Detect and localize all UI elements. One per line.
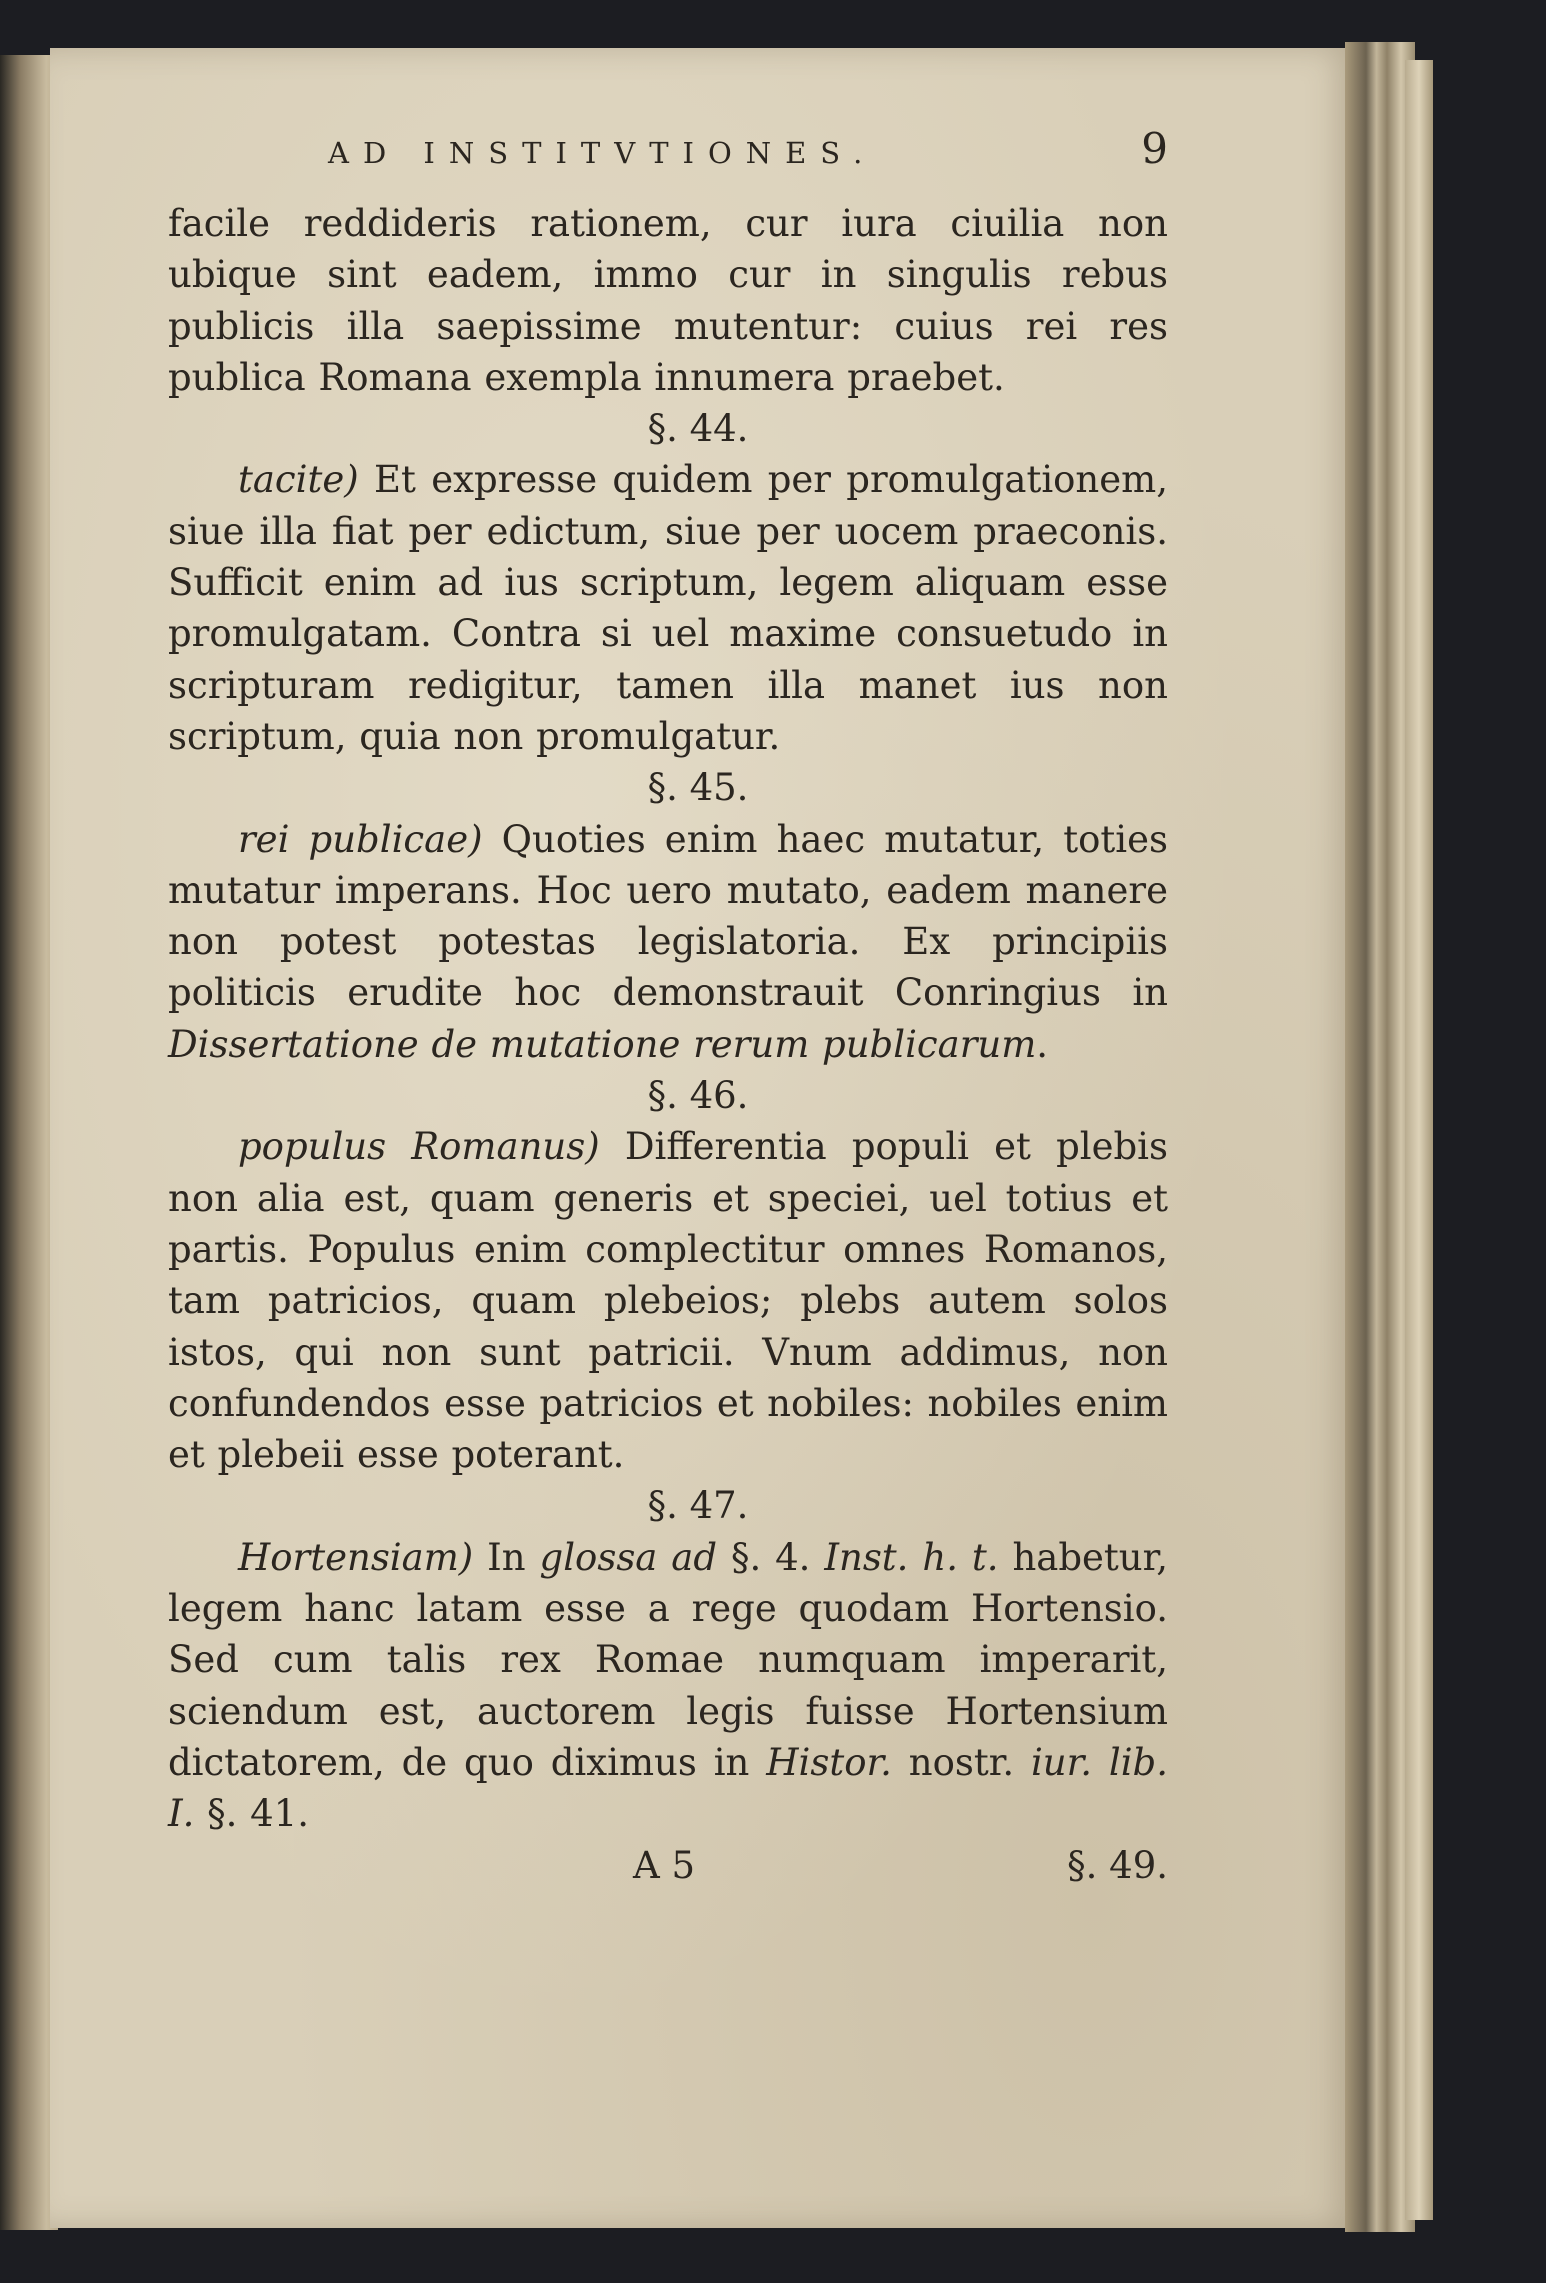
note-47-glossa: glossa ad bbox=[539, 1535, 718, 1579]
note-47-text-a: In bbox=[473, 1535, 540, 1579]
lemma-45: rei publicae) bbox=[238, 817, 483, 861]
section-number-46: §. 46. bbox=[647, 1074, 749, 1118]
note-44-text: Et expresse quidem per promulgationem, siue illa fiat per edictum, siue per uocem praeconis. Sufficit enim ad ius scriptum, legem aliquam esse promulgatam. Contra si uel maxime consuetudo in scripturam redigitur, tamen illa manet ius non scriptum, quia non promulgatur. bbox=[168, 458, 1168, 758]
intro-paragraph: facile reddideris rationem, cur iura ciuilia non ubique sint eadem, immo cur in singulis rebus publicis illa saepissime mutentur: cuius rei res publica Romana exempla innumera praebet. bbox=[168, 202, 1168, 399]
note-47-inst: Inst. h. t. bbox=[824, 1535, 999, 1579]
note-46 bbox=[168, 1121, 1168, 1480]
note-47 bbox=[168, 1532, 1168, 1840]
note-47-histor: Histor. bbox=[766, 1740, 892, 1784]
page-footer bbox=[168, 1840, 1168, 1892]
signature-mark: A 5 bbox=[633, 1843, 696, 1887]
note-45 bbox=[168, 814, 1168, 1070]
note-45-italic-title: Dissertatione de mutatione rerum publicarum bbox=[168, 1022, 1037, 1066]
section-number-44: §. 44. bbox=[647, 407, 749, 451]
note-46-text: Differentia populi et plebis non alia est, quam generis et speciei, uel totius et partis. Populus enim complectitur omnes Romanos, tam patricios, quam plebeios; plebs autem solos istos, qui non sunt patricii. Vnum addimus, non confundendos esse patricios et nobiles: nobiles enim et plebeii esse poterant. bbox=[168, 1125, 1168, 1477]
note-47-text-c: habetur, legem hanc latam esse a rege quodam Hortensio. Sed cum talis rex Romae numquam imperarit, sciendum est, auctorem legis fuisse Hortensium dictatorem, de quo diximus in bbox=[168, 1535, 1168, 1784]
section-number-47: §. 47. bbox=[647, 1484, 749, 1528]
note-45-text-a: Quoties enim haec mutatur, toties mutatur imperans. Hoc uero mutato, eadem manere non potest potestas legislatoria. Ex principiis politicis erudite hoc demonstrauit Conringius in bbox=[168, 817, 1168, 1015]
note-47-text-d: nostr. bbox=[891, 1740, 1031, 1784]
lemma-46: populus Romanus) bbox=[238, 1125, 600, 1169]
lemma-47: Hortensiam) bbox=[238, 1535, 474, 1579]
page-stack-edge-outer bbox=[1405, 60, 1433, 2220]
note-47-text-b: §. 4. bbox=[717, 1535, 825, 1579]
page-number: 9 bbox=[1141, 124, 1168, 173]
running-title: AD INSTITVTIONES. bbox=[328, 136, 877, 170]
note-47-iur: iur. lib. I. bbox=[168, 1740, 1168, 1836]
section-number-45: §. 45. bbox=[647, 766, 749, 810]
lemma-44: tacite) bbox=[238, 458, 359, 502]
note-44 bbox=[168, 454, 1168, 762]
catchword: §. 49. bbox=[1067, 1843, 1168, 1887]
page-header bbox=[168, 118, 1168, 198]
text-block bbox=[168, 118, 1168, 1892]
note-47-text-e: §. 41. bbox=[194, 1792, 310, 1836]
note-45-text-b: . bbox=[1036, 1022, 1049, 1066]
